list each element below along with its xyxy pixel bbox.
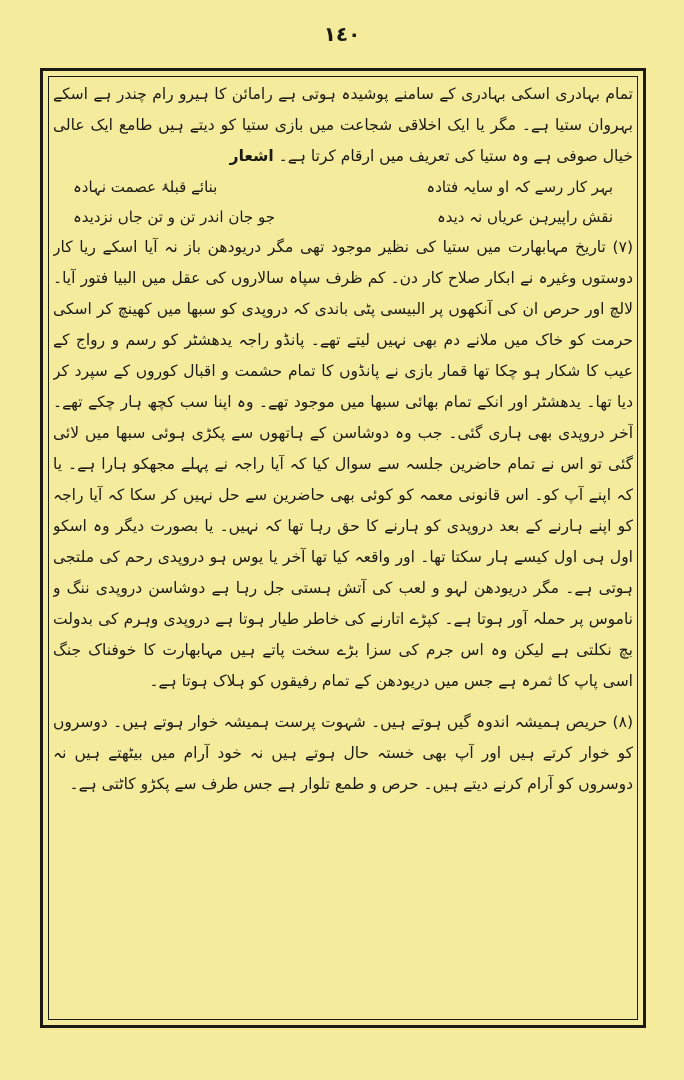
verse-line-1	[53, 172, 633, 202]
verse-2-left: جو جان اندر تن و تن جاں نزدیدہ	[73, 208, 275, 226]
paragraph-1	[53, 79, 633, 172]
paragraph-3: (۸) حریص ہمیشہ اندوہ گیں ہوتے ہیں۔ شہوت پرست ہمیشہ خوار ہوتے ہیں۔ دوسروں کو خوار کرتے ہیں اور آپ بھی خستہ حال ہوتے ہیں نہ خود آرام میں بیٹھتے ہیں نہ دوسروں کو آرام کرنے دیتے ہیں۔ حرص و طمع تلوار ہے جس طرف سے پکڑو کاٹتی ہے۔	[53, 713, 633, 793]
verse-1-left: بنائے قبلۂ عصمت نہادہ	[73, 178, 218, 196]
paragraph-gap	[53, 697, 633, 707]
paragraph-1-text: تمام بہادری اسکی بہادری کے سامنے پوشیدہ ہوتی ہے رامائن کا ہیرو رام چندر ہے اسکے بہروان ستیا ہے۔ مگر یا ایک اخلاقی شجاعت میں بازی ستیا کو دیتے ہیں طامع ایک عالی خیال صوفی ہے وہ ستیا کی تعریف میں ارقام کرتا ہے۔	[53, 85, 633, 165]
verse-2-right: نقش راپیرہن عریاں نہ دیدہ	[436, 208, 613, 226]
page-number: ١٤٠	[323, 22, 361, 46]
ashaar-label: اشعار	[229, 147, 274, 165]
page-body	[53, 79, 633, 1017]
verse-line-2	[53, 202, 633, 232]
paragraph-2: (۷) تاریخ مہابھارت میں ستیا کی نظیر موجود تھی مگر دریودھن باز نہ آیا اسکے ریا کار دوستوں وغیرہ نے ابکار صلاح کار دن۔ کم ظرف سپاہ سالاروں کی عقل میں البیا فتور آیا۔ لالچ اور حرص ان کی آنکھوں پر البیسی پٹی باندی کہ دروپدی کو سبھا میں کھینچ کر اسکی حرمت کو خاک میں ملانے دم بھی نہیں لیتے تھے۔ پانڈو راجہ یدھشٹر کو رسم و رواج کے عیب کا شکار ہو چکا تھا قمار بازی نے پانڈوں کا تمام حشمت و اقبال کوروں کے سپرد کر دیا تھا۔ یدھشٹر اور انکے تمام بھائی سبھا میں موجود تھے۔ وہ اپنا سب کچھ ہار چکے تھے۔ آخر دروپدی بھی ہاری گئی۔ جب وہ دوشاسن کے ہاتھوں سے پکڑی ہوئی سبھا میں لائی گئی تو اس نے تمام حاضرین جلسہ سے سوال کیا کہ آیا راجہ نے پہلے مجھکو ہارا ہے۔ یا کہ اپنے آپ کو۔ اس قانونی معمہ کو کوئی بھی حاضرین سے حل نہیں کر سکا کہ آیا راجہ کو اپنے ہارنے کے بعد دروپدی کو ہارنے کا حق رہا تھا کہ نہیں۔ یا بصورت دیگر وہ اسکو اول ہی اول کیسے ہار سکتا تھا۔ اور واقعہ کیا تھا آخر یا یوس ہو دروپدی رحم کی ملتجی ہوتی ہے۔ مگر دریودھن لہو و لعب کی آتش ہستی جل رہا ہے دوشاسن دروپدی ننگ و ناموس پر حملہ آور ہوتا ہے۔ کپڑے اتارنے کی خاطر طیار ہوتا ہے دروپدی وہرم کی بدولت بچ نکلتی ہے لیکن وہ اس جرم کی سزا بڑے سخت پاتے ہیں مہابھارت کا خوفناک جنگ اسی پاپ کا ثمرہ ہے جس میں دریودھن کے تمام رفیقوں کو ہلاک ہوتا ہے۔	[53, 238, 633, 690]
page-border-frame	[40, 68, 646, 1028]
verse-1-right: بہر کار رسے کہ او سایہ فتادہ	[426, 178, 613, 196]
